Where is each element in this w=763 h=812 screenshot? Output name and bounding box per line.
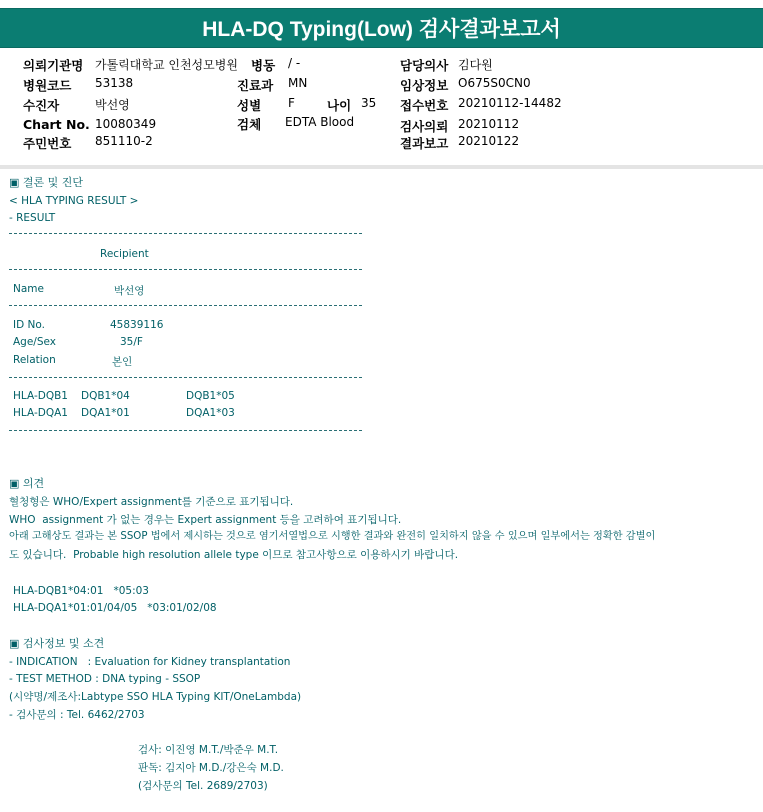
doctor-value: 김다원: [458, 58, 493, 72]
relation-value: 본인: [112, 356, 133, 368]
name-value: 박선영: [114, 285, 145, 297]
typing-allele-2: DQB1*05: [186, 390, 235, 402]
agesex-value: 35/F: [120, 336, 143, 348]
age-label: 나이: [327, 98, 352, 113]
receipt-no-label: 접수번호: [400, 98, 449, 113]
typing-allele-1: DQB1*04: [81, 390, 130, 402]
patient-label: 수진자: [23, 98, 60, 113]
clinical-info-value: O675S0CN0: [458, 76, 531, 90]
sex-value: F: [288, 96, 295, 110]
receipt-no-value: 20210112-14482: [458, 96, 562, 110]
test-info-heading: ▣ 검사정보 및 소견: [9, 637, 105, 650]
hires-result-line: HLA-DQB1*04:01 *05:03: [13, 585, 149, 597]
hospital-name-value: 가톨릭대학교 인천성모병원: [95, 58, 238, 72]
doctor-label: 담당의사: [400, 58, 449, 73]
hospital-code-value: 53138: [95, 76, 134, 90]
signature-line: (검사문의 Tel. 2689/2703): [138, 780, 268, 792]
id-value: 45839116: [110, 319, 164, 331]
test-request-label: 검사의뢰: [400, 119, 449, 134]
department-label: 진료과: [237, 78, 274, 93]
opinion-line: WHO assignment 가 없는 경우는 Expert assignment 등을 고려하여 표기됩니다.: [9, 514, 402, 526]
typing-allele-1: DQA1*01: [81, 407, 130, 419]
recipient-label: Recipient: [100, 248, 149, 260]
dashed-line: [9, 269, 362, 270]
department-value: MN: [288, 76, 308, 90]
test-info-line: - 검사문의 : Tel. 6462/2703: [9, 709, 145, 721]
opinion-line: 혈청형은 WHO/Expert assignment를 기준으로 표기됩니다.: [9, 496, 294, 508]
agesex-label: Age/Sex: [13, 336, 56, 348]
dashed-line: [9, 233, 362, 234]
hires-result-line: HLA-DQA1*01:01/04/05 *03:01/02/08: [13, 602, 217, 614]
test-info-line: - TEST METHOD : DNA typing - SSOP: [9, 673, 201, 685]
conclusion-heading: ▣ 결론 및 진단: [9, 176, 84, 189]
test-info-line: - INDICATION : Evaluation for Kidney transplantation: [9, 656, 291, 668]
result-report-value: 20210122: [458, 134, 520, 148]
opinion-line: 아래 고해상도 결과는 본 SSOP 법에서 제시하는 것으로 염기서열법으로 시행한 결과와 완전히 일치하지 않을 수 있으며 일부에서는 정확한 감별이: [9, 531, 656, 542]
resident-no-label: 주민번호: [23, 136, 72, 151]
header-divider: [0, 165, 763, 169]
dashed-line: [9, 430, 362, 431]
age-value: 35: [361, 96, 377, 110]
name-label: Name: [13, 283, 44, 295]
typing-locus: HLA-DQA1: [13, 407, 68, 419]
test-info-line: (시약명/제조사:Labtype SSO HLA Typing KIT/OneLambda): [9, 691, 302, 703]
sex-label: 성별: [237, 98, 262, 113]
hospital-code-label: 병원코드: [23, 78, 72, 93]
signature-line: 검사: 이진영 M.T./박준우 M.T.: [138, 744, 279, 756]
opinion-heading: ▣ 의견: [9, 477, 45, 490]
signature-line: 판독: 김지아 M.D./강은숙 M.D.: [138, 762, 284, 774]
hospital-name-label: 의뢰기관명: [23, 58, 84, 73]
chart-no-value: 10080349: [95, 117, 157, 131]
id-label: ID No.: [13, 319, 45, 331]
patient-value: 박선영: [95, 98, 130, 112]
clinical-info-label: 임상정보: [400, 78, 449, 93]
typing-locus: HLA-DQB1: [13, 390, 68, 402]
chart-no-label: Chart No.: [23, 117, 90, 132]
relation-label: Relation: [13, 354, 56, 366]
specimen-value: EDTA Blood: [285, 115, 355, 129]
dashed-line: [9, 305, 362, 306]
report-title: HLA-DQ Typing(Low) 검사결과보고서: [0, 8, 763, 48]
specimen-label: 검체: [237, 117, 262, 132]
result-subtitle: - RESULT: [9, 212, 56, 224]
resident-no-value: 851110-2: [95, 134, 153, 148]
ward-label: 병동: [251, 58, 276, 73]
opinion-line: 도 있습니다. Probable high resolution allele type 이므로 참고사항으로 이용하시기 바랍니다.: [9, 549, 459, 561]
test-request-value: 20210112: [458, 117, 520, 131]
dashed-line: [9, 377, 362, 378]
ward-value: / -: [288, 56, 301, 70]
result-title: < HLA TYPING RESULT >: [9, 195, 139, 207]
result-report-label: 결과보고: [400, 136, 449, 151]
typing-allele-2: DQA1*03: [186, 407, 235, 419]
